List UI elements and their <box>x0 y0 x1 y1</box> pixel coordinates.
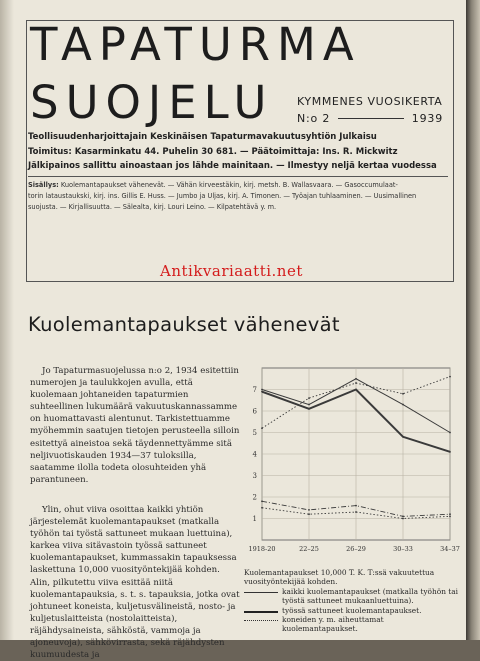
article-paragraph: Jo Tapaturmasuojelussa n:o 2, 1934 esitettiin numerojen ja taulukkojen avulla, että kuolemaan johtaneiden tapaturmien suhteellinen lukumäärä vakuutuskannassamme on huomattavasti alentunut. Tarkistettuamme myöhemmin saatujen tietojen perusteella silloin esitettyä aineistoa sekä täydennettyämme sitä neljivuotiskauden 1934—37 tuloksilla, saatamme ilolla todeta olosuhteiden yhä parantuneen. <box>30 366 240 485</box>
series-point <box>402 393 404 395</box>
y-tick-label: 5 <box>252 429 257 437</box>
book-edge <box>466 0 480 640</box>
series-point <box>449 376 451 378</box>
series-point <box>355 389 357 391</box>
edition-label: KYMMENES VUOSIKERTA <box>297 95 443 108</box>
issue-number: N:o 2 <box>297 112 331 125</box>
magazine-title-line1: TAPATURMA <box>30 18 361 71</box>
issue-year: 1939 <box>411 112 443 125</box>
series-point <box>308 397 310 399</box>
y-tick-label: 3 <box>252 472 257 480</box>
y-tick-label: 2 <box>252 493 257 502</box>
caption-intro: Kuolemantapaukset 10,000 T. K. T:ssä vakuutettua vuosityöntekijää kohden. <box>244 568 435 587</box>
death-rate-chart <box>244 364 460 564</box>
legend-swatch-dotted <box>244 615 278 624</box>
series-point <box>449 432 451 434</box>
chart-caption <box>244 568 460 634</box>
x-tick-label: 22–25 <box>299 545 319 553</box>
series-point <box>402 436 404 438</box>
magazine-title-line2: SUOJELU <box>30 76 274 129</box>
y-tick-label: 4 <box>252 450 257 459</box>
y-tick-label: 7 <box>252 386 257 394</box>
publisher-line: Teollisuudenharjoittajain Keskinäisen Tapaturmavakuutusyhtiön Julkaisu <box>28 132 377 142</box>
series-point <box>355 511 357 513</box>
legend-swatch-thin <box>244 587 278 596</box>
series-point <box>355 378 357 380</box>
series-point <box>308 513 310 515</box>
y-tick-label: 1 <box>252 515 257 523</box>
legend-label: kaikki kuolemantapaukset (matkalla työhön tai työstä sattuneet mukaanluettuina). <box>282 586 459 606</box>
contents-label: Sisällys: <box>28 181 59 189</box>
editorial-line: Toimitus: Kasarminkatu 44. Puhelin 30 681. — Päätoimittaja: Ins. R. Mickwitz <box>28 146 398 157</box>
series-point <box>449 513 451 515</box>
series-point <box>261 389 263 391</box>
x-tick-label: 34–37 <box>440 545 460 553</box>
article-headline: Kuolemantapaukset vähenevät <box>28 313 340 336</box>
series-point <box>402 404 404 406</box>
legend-label: koneiden y. m. aiheuttamat kuolemantapaukset. <box>282 615 384 634</box>
legend-item-work <box>244 606 460 615</box>
watermark: Antikvariaatti.net <box>160 262 303 280</box>
series-point <box>402 515 404 517</box>
issue-row <box>297 112 443 125</box>
contents-line: torin lataustaukski, kirj. ins. Gillis E. Huss. — Jumbo ja Uljas, kirj. A. Timonen. — Työajan tuhlaaminen. — Uusimallinen <box>28 192 417 200</box>
contents-line: Kuolemantapaukset vähenevät. — Vähän kirveestäkin, kirj. metsh. B. Wallasvaara. — Gasoccumulaat- <box>60 181 398 189</box>
series-point <box>261 427 263 429</box>
series-point <box>261 391 263 393</box>
contents-line: suojusta. — Kirjallisuutta. — Sälealta, kirj. Louri Leino. — Kilpatehtävä y. m. <box>28 203 277 211</box>
publisher-info <box>28 130 448 174</box>
spine-shadow <box>0 0 14 640</box>
series-point <box>355 505 357 507</box>
legend-label: työssä sattuneet kuolemantapaukset. <box>282 605 422 615</box>
article-body <box>30 365 240 661</box>
reprint-line: Jälkipainos sallittu ainoastaan jos lähde mainitaan. — Ilmestyy neljä kertaa vuodessa <box>28 161 437 171</box>
series-point <box>308 404 310 406</box>
y-tick-label: 6 <box>252 407 257 416</box>
x-tick-label: 26–29 <box>346 545 366 553</box>
x-tick-label: 1918-20 <box>248 545 276 553</box>
issue-divider <box>338 118 404 119</box>
series-point <box>308 408 310 410</box>
article-paragraph: Ylin, ohut viiva osoittaa kaikki yhtiön järjestelemät kuolemantapaukset (matkalla työhön tai työstä sattuneet mukaan luettuina), karkea viiva sitävastoin työssä sattuneet kuolemantapaukset, kummassakin tapauksessa laskettuna 10,000 vuosityöntekijää kohden. Alin, pilkutettu viiva esittää niitä kuolemantapauksia, s. t. s. tapauksia, jotka ovat johtuneet koneista, kuljetusvälineistä, nosto- ja kuljetuslaitteista (nostolaitteista), räjähdysaineista, sähköstä, vammoja ja ajoneuvoja), sähkövirrasta, sekä räjähdysten kuumuudesta ja <box>30 504 240 661</box>
legend-swatch-thick <box>244 606 278 615</box>
x-tick-label: 30–33 <box>393 545 413 553</box>
series-point <box>402 518 404 520</box>
contents-divider <box>28 176 448 177</box>
legend-item-machines <box>244 615 460 634</box>
legend-item-all <box>244 587 460 606</box>
series-point <box>449 451 451 453</box>
series-point <box>308 509 310 511</box>
series-point <box>261 507 263 509</box>
table-of-contents <box>28 180 448 213</box>
series-point <box>449 515 451 517</box>
series-point <box>355 382 357 384</box>
series-point <box>261 500 263 502</box>
